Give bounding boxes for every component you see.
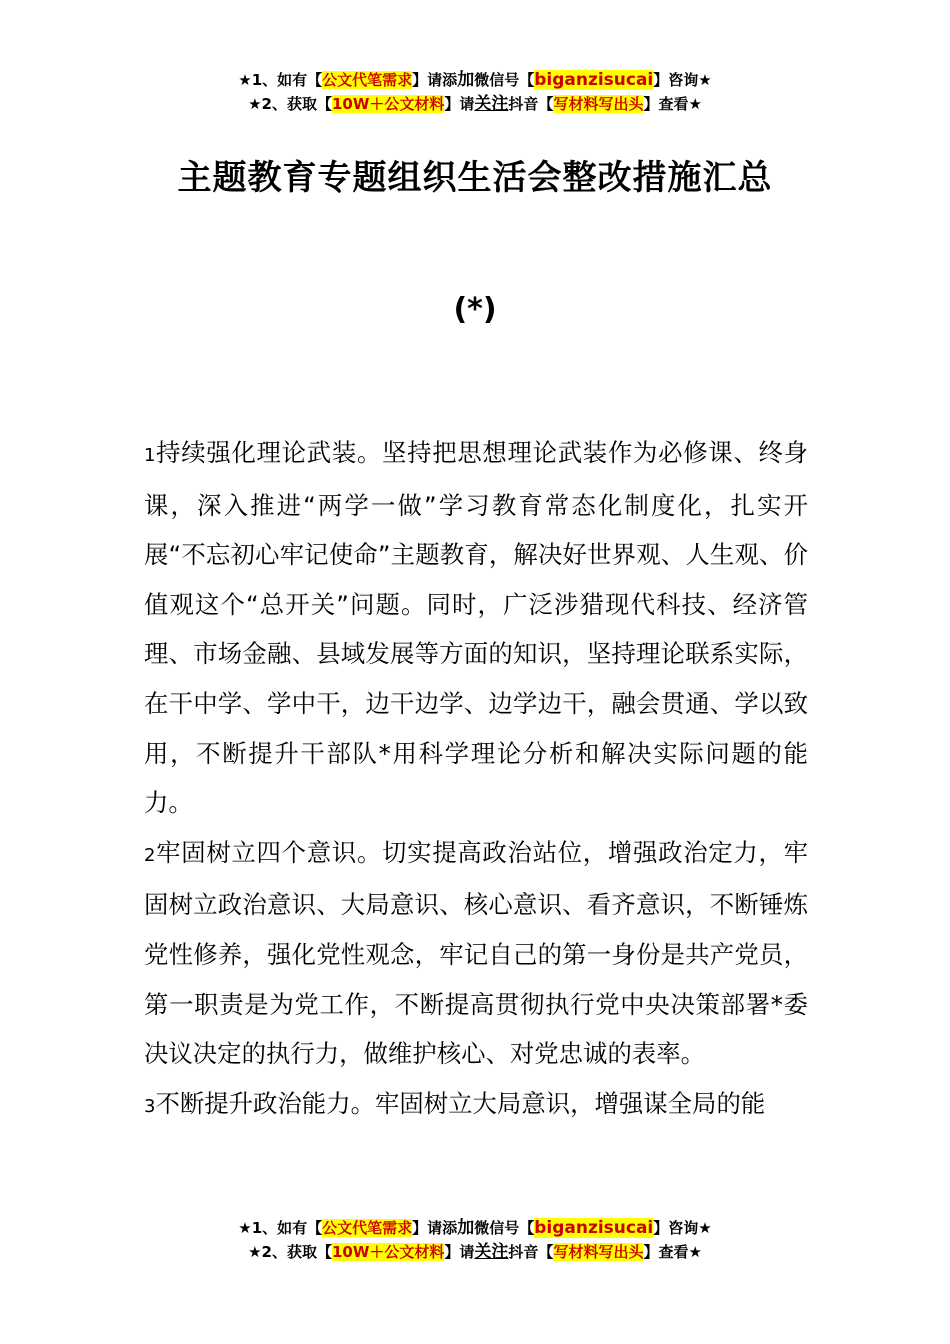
banner-text: ★1、如有【 bbox=[238, 1219, 323, 1237]
paragraph-line: 代科技、经济管理、市场金融、县域发展等方面的知识， bbox=[144, 589, 808, 669]
paragraph-line: 不断提升政治能力。牢固树立大局意识，增强谋全局的能 bbox=[155, 1088, 766, 1118]
paragraph-line: 身课，深入推进“两学一做”学习教育常态化制度化，扎 bbox=[144, 438, 808, 520]
banner-highlight: 10W＋公文材料 bbox=[331, 95, 445, 113]
paragraph-2 bbox=[144, 828, 808, 1079]
banner-text: 】请 bbox=[444, 95, 475, 113]
document-title: 主题教育专题组织生活会整改措施汇总 bbox=[177, 158, 773, 198]
banner-text: 微信号【 bbox=[474, 1219, 535, 1237]
top-banner bbox=[0, 68, 950, 116]
paragraph-line: 断锤炼党性修养，强化党性观念，牢记自己的第一身份是 bbox=[144, 890, 808, 969]
banner-highlight: 公文代笔需求 bbox=[322, 1219, 413, 1237]
banner-wechat-id: biganzisucai bbox=[534, 1218, 654, 1238]
paragraph-number: 1 bbox=[144, 445, 156, 466]
banner-wechat-id: biganzisucai bbox=[534, 70, 654, 90]
paragraph-line: 人生观、价值观这个“总开关”问题。同时，广泛涉猎现 bbox=[144, 540, 808, 619]
paragraph-line: 央决策部署*委决议决定的执行力，做维护核心、对党忠诚 bbox=[144, 989, 808, 1069]
paragraph-line: 持续强化理论武装。坚持把思想理论武装作为必修课、终 bbox=[155, 438, 784, 467]
banner-line-1 bbox=[0, 68, 950, 92]
banner-emphasis: 加 bbox=[457, 1218, 475, 1238]
banner-highlight: 10W＋公文材料 bbox=[331, 1243, 445, 1261]
paragraph-line: 分析和解决实际问题的能力。 bbox=[144, 738, 808, 818]
banner-highlight: 写材料写出头 bbox=[553, 95, 644, 113]
banner-text: ★2、获取【 bbox=[248, 95, 332, 113]
banner-emphasis: 加 bbox=[457, 70, 475, 90]
paragraph-line: 边干，融会贯通、学以致用，不断提升干部队*用科学理论 bbox=[144, 688, 808, 768]
paragraph-line: 坚持理论联系实际，在干中学、学中干，边干边学、边学 bbox=[144, 639, 808, 718]
banner-text: 】咨询★ bbox=[653, 1219, 712, 1237]
banner-text: 】查看★ bbox=[643, 1243, 702, 1261]
banner-highlight: 公文代笔需求 bbox=[322, 71, 413, 89]
paragraph-line: 共产党员，第一职责是为党工作，不断提高贯彻执行党中 bbox=[144, 939, 808, 1019]
paragraph-1 bbox=[144, 428, 808, 828]
banner-text: 】请 bbox=[444, 1243, 475, 1261]
banner-text: ★2、获取【 bbox=[248, 1243, 332, 1261]
paragraph-line: 牢固树立四个意识。切实提高政治站位，增强政治定力， bbox=[155, 837, 784, 867]
document-subtitle: (*) bbox=[453, 292, 497, 327]
banner-line-1 bbox=[0, 1216, 950, 1240]
banner-text: ★1、如有【 bbox=[238, 71, 323, 89]
paragraph-number: 3 bbox=[144, 1095, 156, 1117]
banner-highlight: 写材料写出头 bbox=[553, 1243, 644, 1261]
banner-line-2 bbox=[0, 92, 950, 116]
paragraph-line: 的表率。 bbox=[607, 1039, 706, 1069]
paragraph-number: 2 bbox=[144, 844, 156, 866]
banner-text: 】查看★ bbox=[643, 95, 702, 113]
banner-text: 抖音【 bbox=[508, 95, 554, 113]
banner-text: 】请添 bbox=[412, 71, 458, 89]
banner-text: 】请添 bbox=[412, 1219, 458, 1237]
paragraph-3 bbox=[144, 1079, 808, 1132]
banner-emphasis: 关注 bbox=[474, 1242, 509, 1262]
banner-text: 】咨询★ bbox=[653, 71, 712, 89]
banner-emphasis: 关注 bbox=[474, 94, 509, 114]
paragraph-line: 牢固树立政治意识、大局意识、核心意识、看齐意识，不 bbox=[144, 837, 808, 920]
paragraph-line: 实开展“不忘初心牢记使命”主题教育，解决好世界观、 bbox=[144, 490, 808, 570]
document-body bbox=[144, 428, 808, 1131]
banner-line-2 bbox=[0, 1240, 950, 1264]
banner-text: 抖音【 bbox=[508, 1243, 554, 1261]
banner-text: 微信号【 bbox=[474, 71, 535, 89]
bottom-banner bbox=[0, 1216, 950, 1264]
